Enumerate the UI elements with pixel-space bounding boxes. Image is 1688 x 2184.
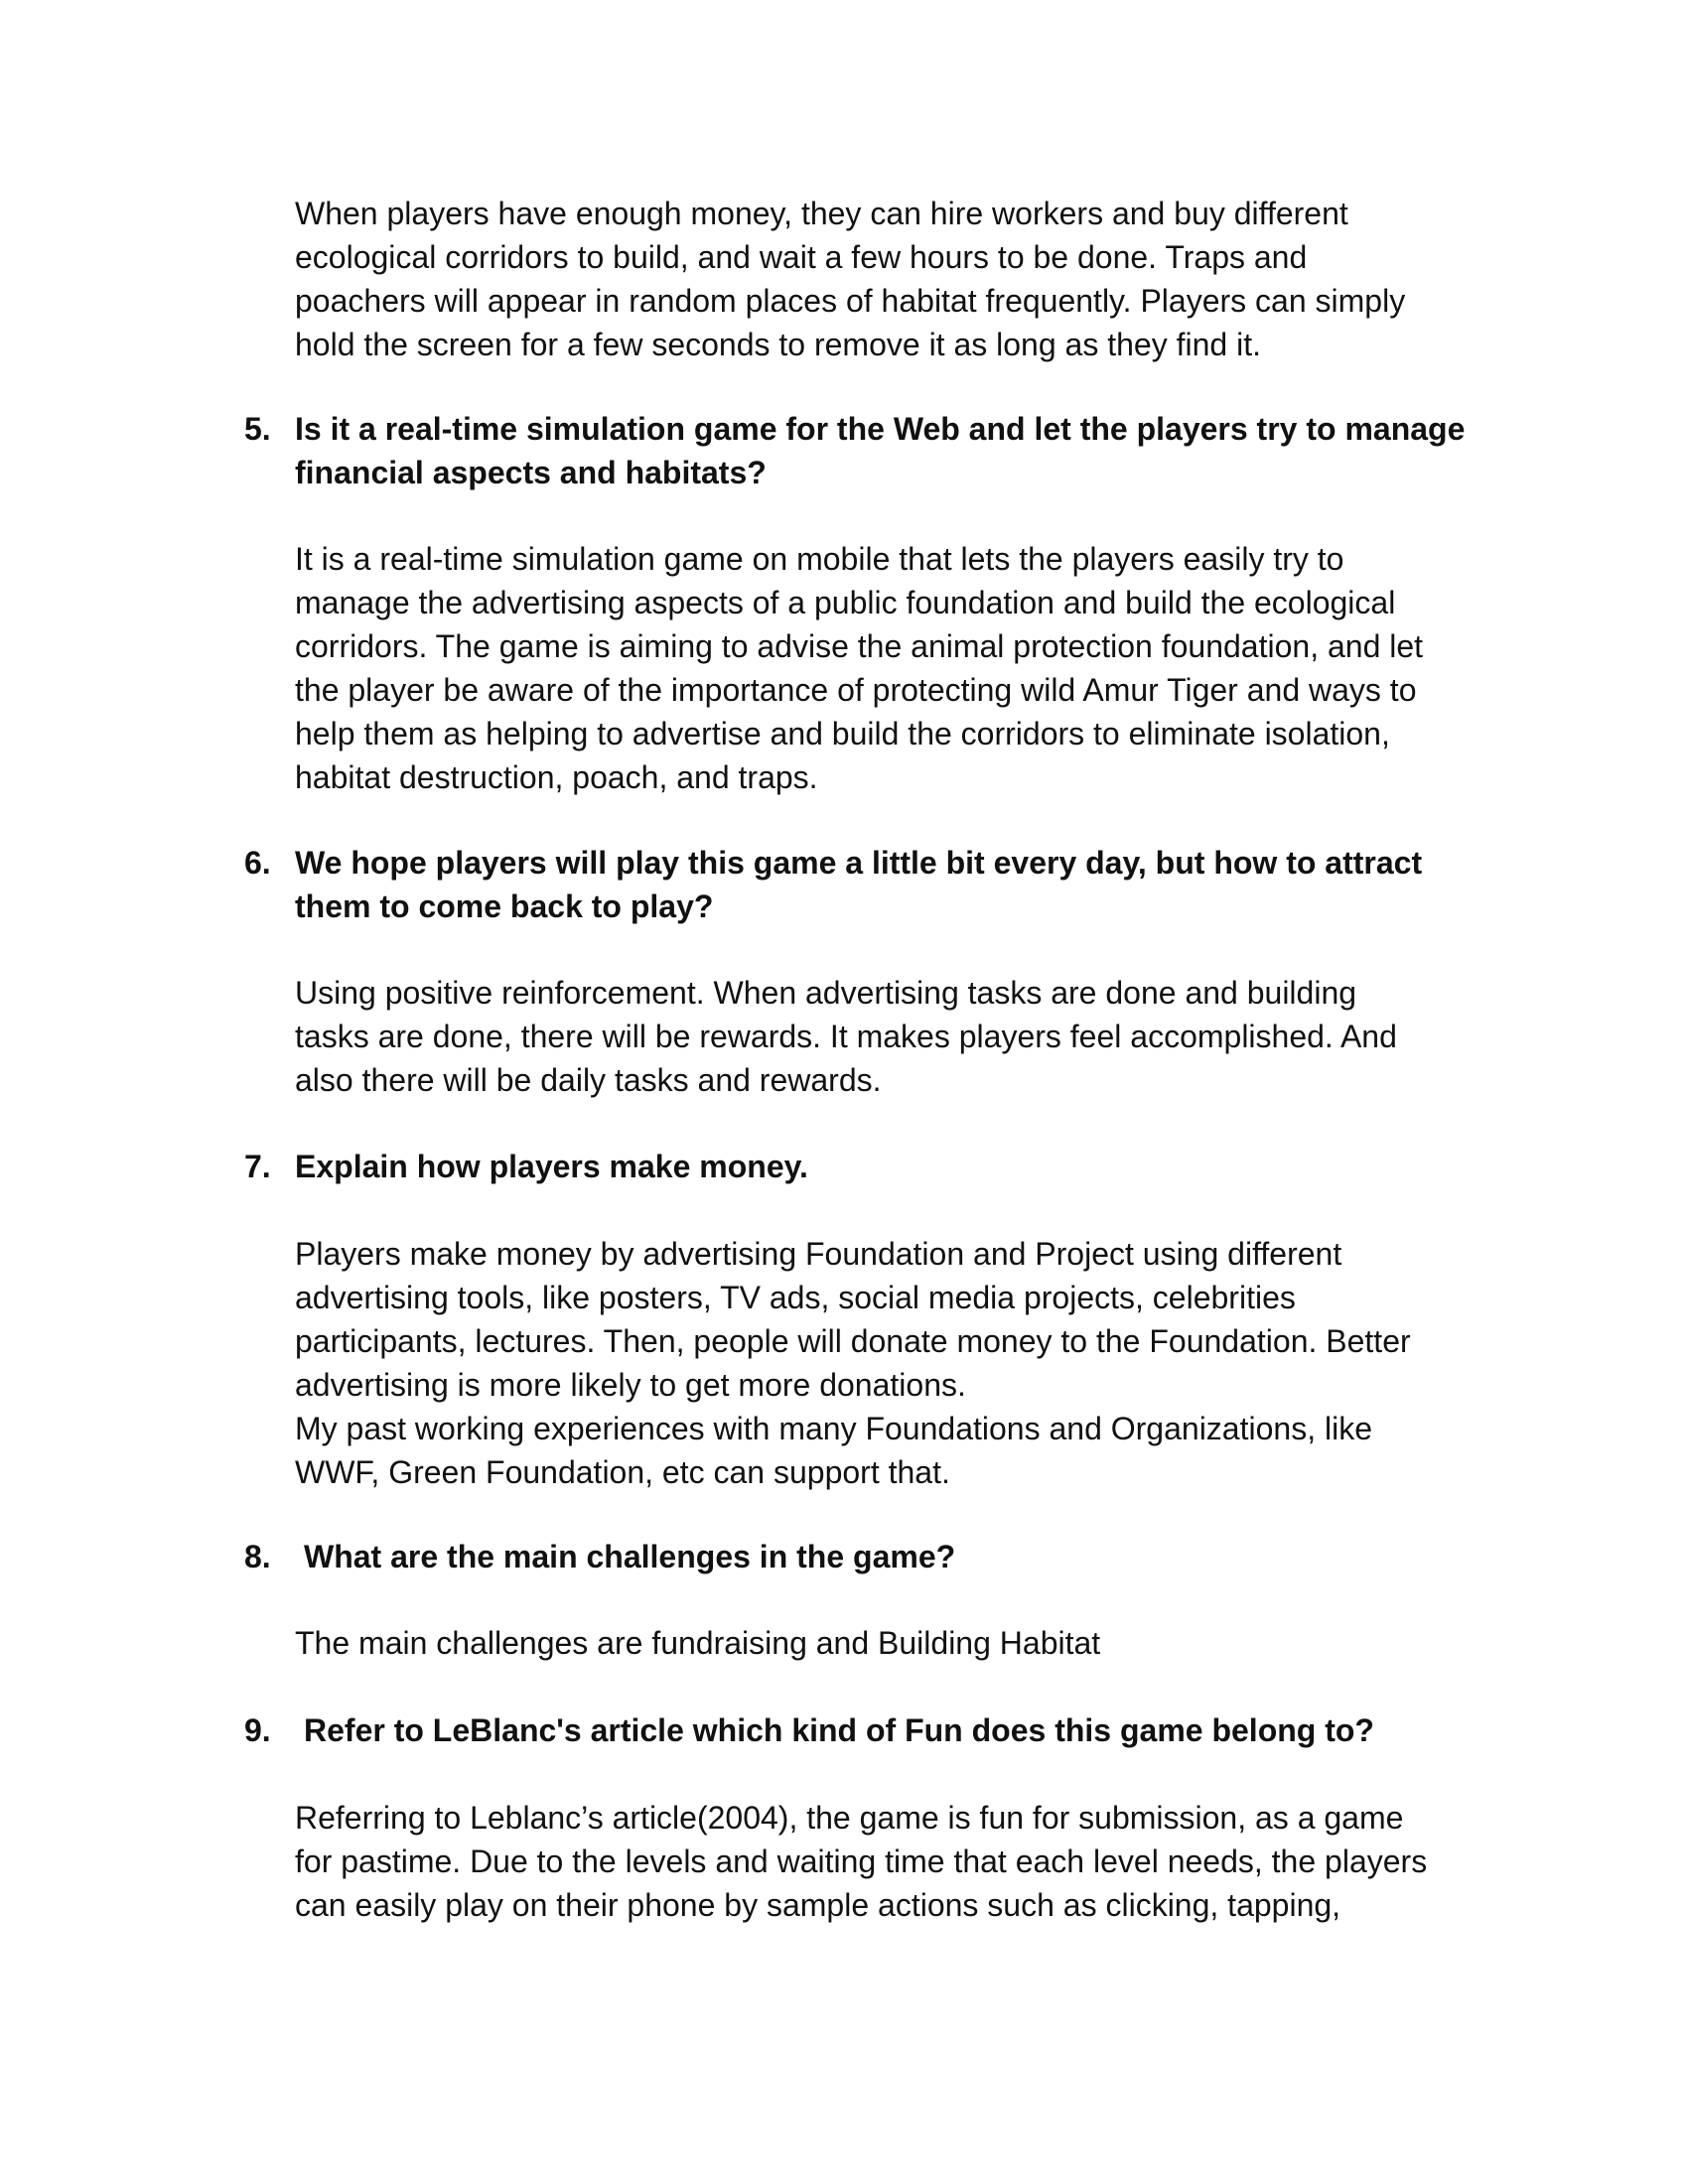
question-text: We hope players will play this game a little bit every day, but how to attract them to come back to play? bbox=[295, 845, 1423, 924]
question-text: Is it a real-time simulation game for the Web and let the players try to manage financial aspects and habitats? bbox=[295, 411, 1466, 490]
intro-paragraph: When players have enough money, they can hire workers and buy different ecological corridors to build, and wait a few hours to be done. Traps and poachers will appear in random places of habitat frequently. Players can simply hold the screen for a few seconds to remove it as long as they find it. bbox=[295, 196, 1406, 362]
answer-9: Referring to Leblanc’s article(2004), the game is fun for submission, as a game for pastime. Due to the levels and waiting time that each level needs, the players can easily play on their phone by sample actions such as clicking, tapping, bbox=[295, 1800, 1428, 1923]
question-text: Explain how players make money. bbox=[295, 1149, 808, 1184]
question-number: 7. bbox=[244, 1149, 271, 1184]
question-number: 6. bbox=[244, 845, 271, 881]
question-text: Refer to LeBlanc's article which kind of Fun does this game belong to? bbox=[304, 1712, 1374, 1748]
question-number: 5. bbox=[244, 411, 271, 447]
answer-8: The main challenges are fundraising and Building Habitat bbox=[295, 1625, 1101, 1661]
question-number: 8. bbox=[244, 1539, 271, 1574]
answer-6: Using positive reinforcement. When advertising tasks are done and building tasks are done, there will be rewards. It makes players feel accomplished. And also there will be daily tasks and rewards. bbox=[295, 975, 1397, 1098]
answer-5: It is a real-time simulation game on mobile that lets the players easily try to manage the advertising aspects of a public foundation and build the ecological corridors. The game is aiming to advise the animal protection foundation, and let the player be aware of the importance of protecting wild Amur Tiger and ways to help them as helping to advertise and build the corridors to eliminate isolation, habitat destruction, poach, and traps. bbox=[295, 541, 1424, 795]
answer-7: Players make money by advertising Foundation and Project using different advertising tools, like posters, TV ads, social media projects, celebrities participants, lectures. Then, people will donate money to the Foundation. Better advertising is more likely to get more donations. My past working experiences with many Foundations and Organizations, like WWF, Green Foundation, etc can support that. bbox=[295, 1236, 1411, 1490]
question-number: 9. bbox=[244, 1712, 271, 1748]
question-text: What are the main challenges in the game? bbox=[304, 1539, 956, 1574]
